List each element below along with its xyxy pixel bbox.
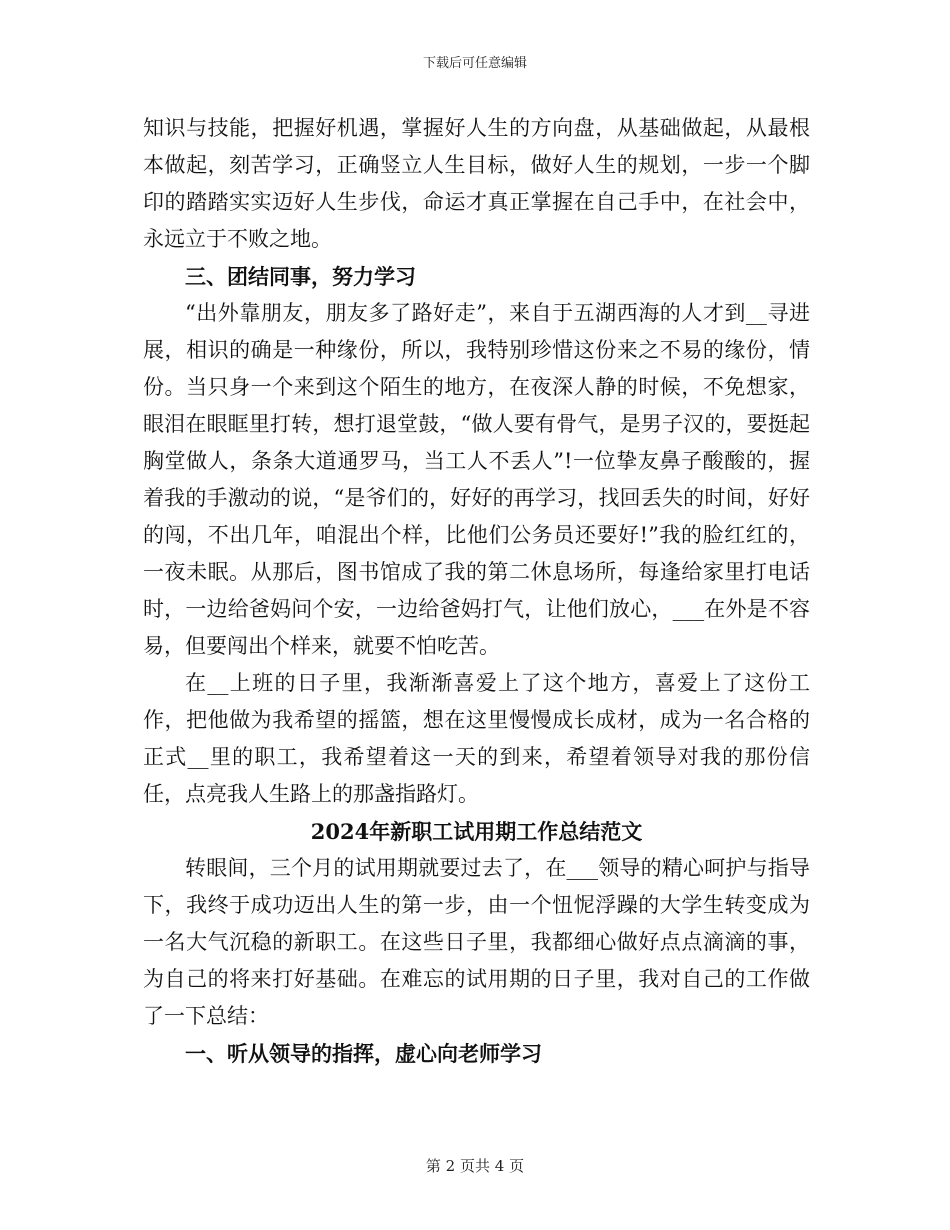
paragraph-intro: 转眼间，三个月的试用期就要过去了，在___领导的精心呵护与指导下，我终于成功迈出人生的第一步，由一个忸怩浮躁的大学生转变成为一名大气沉稳的新职工。在这些日子里，我都细心做好点点滴滴的事，为自己的将来打好基础。在难忘的试用期的日子里，我对自己的工作做了一下总结： bbox=[143, 856, 810, 1028]
section-heading-1: 一、听从领导的指挥，虚心向老师学习 bbox=[185, 1041, 542, 1066]
paragraph-workplace: 在__上班的日子里，我渐渐喜爱上了这个地方，喜爱上了这份工作，把他做为我希望的摇篮，想在这里慢慢成长成材，成为一名合格的正式__里的职工，我希望着这一天的到来，希望着领导对我的那份信任，点亮我人生路上的那盏指路灯。 bbox=[143, 671, 810, 806]
page-footer: 第 2 页共 4 页 bbox=[425, 1157, 525, 1175]
article-title: 2024年新职工试用期工作总结范文 bbox=[310, 819, 643, 844]
section-heading-3: 三、团结同事，努力学习 bbox=[185, 264, 416, 289]
page-header: 下载后可任意编辑 bbox=[422, 56, 527, 71]
paragraph-friends: “出外靠朋友，朋友多了路好走”，来自于五湖西海的人才到__寻进展，相识的确是一种缘份，所以，我特别珍惜这份来之不易的缘份，情份。当只身一个来到这个陌生的地方，在夜深人静的时候，不免想家，眼泪在眼眶里打转，想打退堂鼓，“做人要有骨气，是男子汉的，要挺起胸堂做人，条条大道通罗马，当工人不丢人”!一位挚友鼻子酸酸的，握着我的手激动的说，“是爷们的，好好的再学习，找回丢失的时间，好好的闯，不出几年，咱混出个样，比他们公务员还要好!”我的脸红红的，一夜未眠。从那后，图书馆成了我的第二休息场所，每逢给家里打电话时，一边给爸妈问个安，一边给爸妈打气，让他们放心，___在外是不容易，但要闯出个样来，就要不怕吃苦。 bbox=[143, 301, 810, 658]
document-body bbox=[143, 110, 810, 1072]
paragraph-continued: 知识与技能，把握好机遇，掌握好人生的方向盘，从基础做起，从最根本做起，刻苦学习，正确竖立人生目标，做好人生的规划，一步一个脚印的踏踏实实迈好人生步伐，命运才真正掌握在自己手中，在社会中，永远立于不败之地。 bbox=[143, 116, 810, 251]
